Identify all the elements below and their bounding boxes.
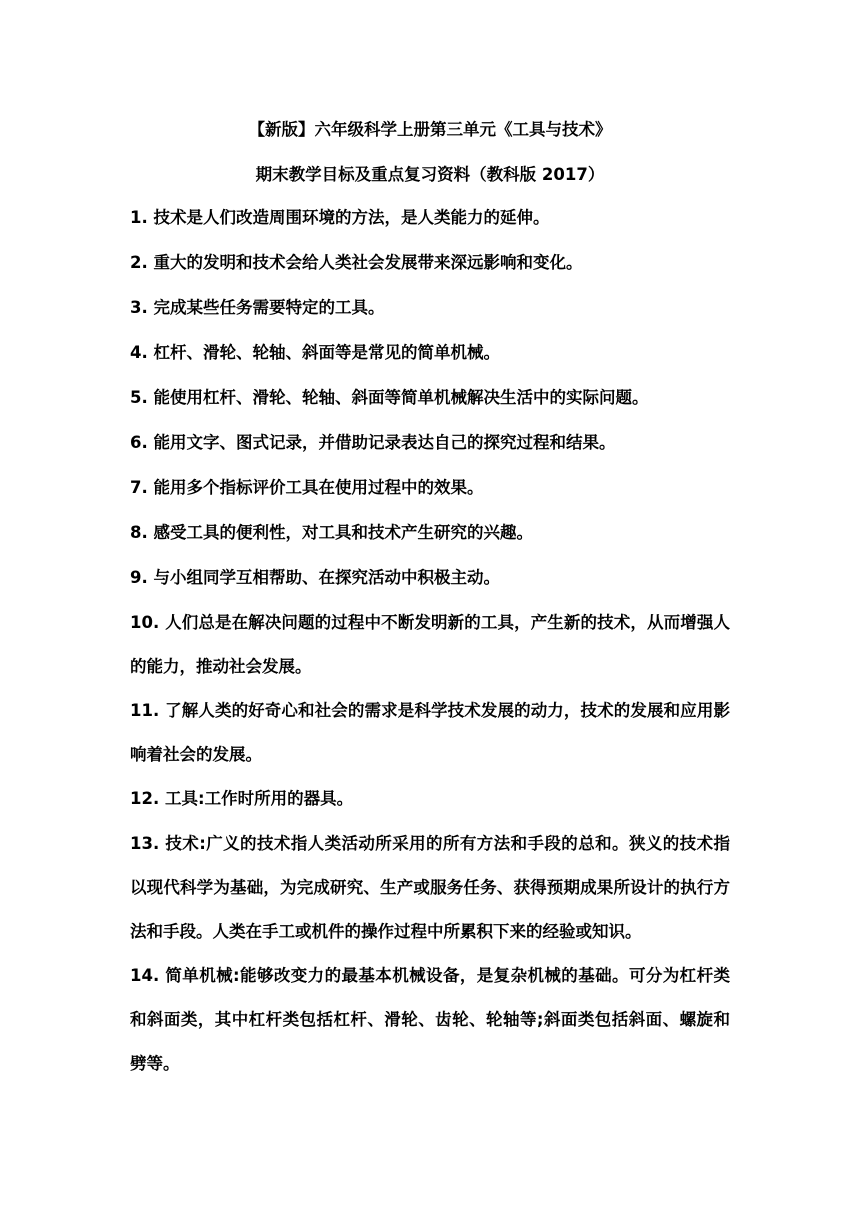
review-item-13: 13. 技术:广义的技术指人类活动所采用的所有方法和手段的总和。狭义的技术指以现代科学为基础，为完成研究、生产或服务任务、获得预期成果所设计的执行方法和手段。人类在手工或机件的操作过程中所累积下来的经验或知识。 — [130, 834, 730, 941]
review-item-9: 9. 与小组同学互相帮助、在探究活动中积极主动。 — [130, 568, 500, 587]
document-title-line-1: 【新版】六年级科学上册第三单元《工具与技术》 — [248, 120, 612, 139]
review-item-14: 14. 简单机械:能够改变力的最基本机械设备，是复杂机械的基础。可分为杠杆类和斜面类，其中杠杆类包括杠杆、滑轮、齿轮、轮轴等;斜面类包括斜面、螺旋和劈等。 — [130, 966, 730, 1073]
review-item-1: 1. 技术是人们改造周围环境的方法，是人类能力的延伸。 — [130, 208, 550, 227]
review-item-10: 10. 人们总是在解决问题的过程中不断发明新的工具，产生新的技术，从而增强人的能力，推动社会发展。 — [130, 613, 730, 676]
review-item-3: 3. 完成某些任务需要特定的工具。 — [130, 298, 385, 317]
document-content — [130, 112, 730, 1090]
document-title-line-2: 期末教学目标及重点复习资料（教科版 2017） — [255, 165, 605, 184]
review-item-7: 7. 能用多个指标评价工具在使用过程中的效果。 — [130, 478, 484, 497]
review-item-2: 2. 重大的发明和技术会给人类社会发展带来深远影响和变化。 — [130, 253, 583, 272]
review-item-11: 11. 了解人类的好奇心和社会的需求是科学技术发展的动力，技术的发展和应用影响着社会的发展。 — [130, 701, 730, 764]
review-item-12: 12. 工具:工作时所用的器具。 — [130, 789, 354, 808]
review-item-8: 8. 感受工具的便利性，对工具和技术产生研究的兴趣。 — [130, 523, 533, 542]
review-item-4: 4. 杠杆、滑轮、轮轴、斜面等是常见的简单机械。 — [130, 343, 500, 362]
review-item-5: 5. 能使用杠杆、滑轮、轮轴、斜面等简单机械解决生活中的实际问题。 — [130, 388, 649, 407]
review-item-6: 6. 能用文字、图式记录，并借助记录表达自己的探究过程和结果。 — [130, 433, 616, 452]
review-items-list — [130, 200, 730, 1086]
